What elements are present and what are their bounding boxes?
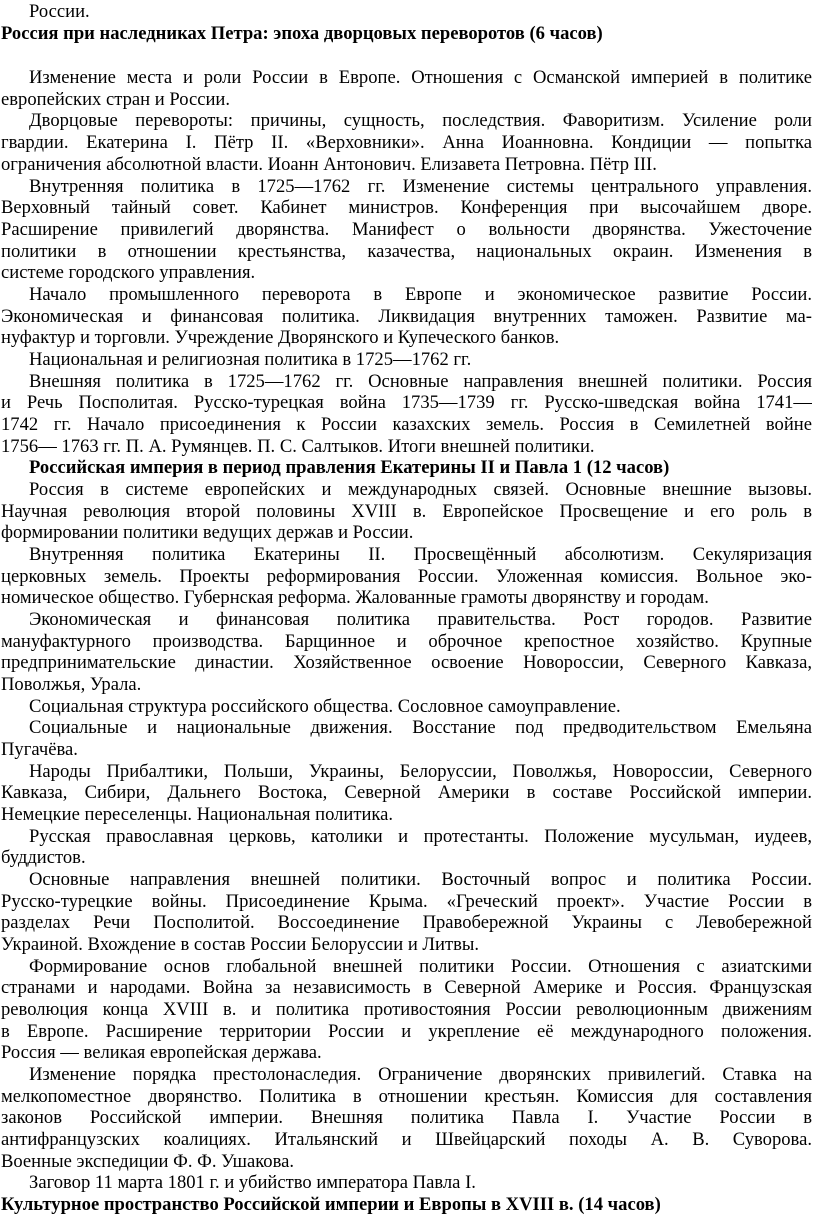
paragraph-line: Внутренняя политика Екатерины II. Просвещённый абсолютизм. Секуляризация — [29, 544, 812, 565]
paragraph-line: европейских стран и России. — [1, 89, 231, 110]
paragraph-line: Экономическая и финансовая политика правительства. Рост городов. Развитие — [29, 609, 812, 630]
paragraph-line: Военные экспедиции Ф. Ф. Ушакова. — [1, 1151, 295, 1172]
paragraph-line: системе городского управления. — [1, 262, 256, 283]
paragraph-line: Основные направления внешней политики. Восточный вопрос и политика России. — [29, 869, 812, 890]
paragraph-line: ограничения абсолютной власти. Иоанн Антонович. Елизавета Петровна. Пётр III. — [1, 154, 657, 175]
paragraph-line: Экономическая и финансовая политика. Ликвидация внутренних таможен. Развитие ма- — [1, 306, 812, 327]
paragraph-line: Формирование основ глобальной внешней политики России. Отношения с азиатскими — [29, 956, 812, 977]
paragraph-line: Пугачёва. — [1, 739, 78, 760]
section-heading: Россия при наследниках Петра: эпоха дворцовых переворотов (6 часов) — [1, 23, 603, 44]
paragraph-line: разделах Речи Посполитой. Воссоединение Правобережной Украины с Левобережной — [1, 912, 812, 933]
paragraph-line: Народы Прибалтики, Польши, Украины, Белоруссии, Поволжья, Новороссии, Северного — [29, 761, 812, 782]
section-heading: Культурное пространство Российской империи и Европы в XVIII в. (14 часов) — [1, 1194, 661, 1215]
paragraph-line: Русская православная церковь, католики и протестанты. Положение мусульман, иудеев, — [29, 826, 812, 847]
paragraph-line: мелкопоместное дворянство. Политика в отношении крестьян. Комиссия для составления — [1, 1086, 812, 1107]
paragraph-line: Расширение привилегий дворянства. Манифест о вольности дворянства. Ужесточение — [1, 219, 812, 240]
paragraph-line: гвардии. Екатерина I. Пётр II. «Верховники». Анна Иоанновна. Кондиции — попытка — [1, 132, 812, 153]
paragraph-line: Изменение места и роли России в Европе. Отношения с Османской империей в политике — [29, 67, 812, 88]
paragraph-line: Изменение порядка престолонаследия. Ограничение дворянских привилегий. Ставка на — [29, 1064, 812, 1085]
paragraph-line: Социальные и национальные движения. Восстание под предводительством Емельяна — [29, 717, 812, 738]
paragraph-line: Поволжья, Урала. — [1, 674, 142, 695]
paragraph-line: Заговор 11 марта 1801 г. и убийство императора Павла I. — [29, 1172, 476, 1193]
paragraph-line: Дворцовые перевороты: причины, сущность, последствия. Фаворитизм. Усиление роли — [29, 110, 812, 131]
paragraph-line: Национальная и религиозная политика в 1725—1762 гг. — [29, 349, 472, 370]
paragraph-line: предпринимательские династии. Хозяйственное освоение Новороссии, Северного Кавказа, — [1, 652, 812, 673]
paragraph-line: нуфактур и торговли. Учреждение Дворянского и Купеческого банков. — [1, 327, 560, 348]
paragraph-line: законов Российской империи. Внешняя политика Павла I. Участие России в — [1, 1107, 812, 1128]
paragraph-line: формировании политики ведущих держав и России. — [1, 522, 414, 543]
paragraph-line: буддистов. — [1, 847, 86, 868]
paragraph-line: 1742 гг. Начало присоединения к России казахских земель. Россия в Семилетней войне — [1, 414, 812, 435]
paragraph-line: церковных земель. Проекты реформирования России. Уложенная комиссия. Вольное эко- — [1, 566, 812, 587]
section-heading: Российская империя в период правления Екатерины II и Павла 1 (12 часов) — [29, 457, 670, 478]
paragraph-line: Внешняя политика в 1725—1762 гг. Основные направления внешней политики. Россия — [29, 371, 812, 392]
paragraph-line: Социальная структура российского общества. Сословное самоуправление. — [29, 696, 621, 717]
paragraph-line: антифранцузских коалициях. Итальянский и Швейцарский походы А. В. Суворова. — [1, 1129, 812, 1150]
paragraph-line: России. — [29, 1, 90, 22]
paragraph-line: Научная революция второй половины XVIII в. Европейское Просвещение и его роль в — [1, 501, 812, 522]
paragraph-line: политики в отношении крестьянства, казачества, национальных окраин. Изменения в — [1, 241, 812, 262]
paragraph-line: и Речь Посполитая. Русско-турецкая война 1735—1739 гг. Русско-шведская война 1741— — [1, 392, 812, 413]
paragraph-line: Немецкие переселенцы. Национальная политика. — [1, 804, 394, 825]
paragraph-line: Украиной. Вхождение в состав России Белоруссии и Литвы. — [1, 934, 480, 955]
paragraph-line: странами и народами. Война за независимость в Северной Америке и Россия. Французская — [1, 977, 812, 998]
paragraph-line: в Европе. Расширение территории России и укрепление её международного положения. — [1, 1021, 812, 1042]
paragraph-line: номическое общество. Губернская реформа. Жалованные грамоты дворянству и городам. — [1, 587, 709, 608]
paragraph-line: Русско-турецкие войны. Присоединение Крыма. «Греческий проект». Участие России в — [1, 891, 812, 912]
paragraph-line: Кавказа, Сибири, Дальнего Востока, Северной Америки в составе Российской империи. — [1, 782, 812, 803]
paragraph-line: Верховный тайный совет. Кабинет министров. Конференция при высочайшем дворе. — [1, 197, 812, 218]
paragraph-line: Внутренняя политика в 1725—1762 гг. Изменение системы центрального управления. — [29, 176, 812, 197]
paragraph-line: 1756— 1763 гг. П. А. Румянцев. П. С. Салтыков. Итоги внешней политики. — [1, 436, 595, 457]
paragraph-line: Россия — великая европейская держава. — [1, 1042, 322, 1063]
paragraph-line: Начало промышленного переворота в Европе и экономическое развитие России. — [29, 284, 812, 305]
paragraph-line: мануфактурного производства. Барщинное и оброчное крепостное хозяйство. Крупные — [1, 631, 812, 652]
paragraph-line: Россия в системе европейских и международных связей. Основные внешние вызовы. — [29, 479, 812, 500]
paragraph-line: революция конца XVIII в. и политика противостояния России революционным движениям — [1, 999, 812, 1020]
